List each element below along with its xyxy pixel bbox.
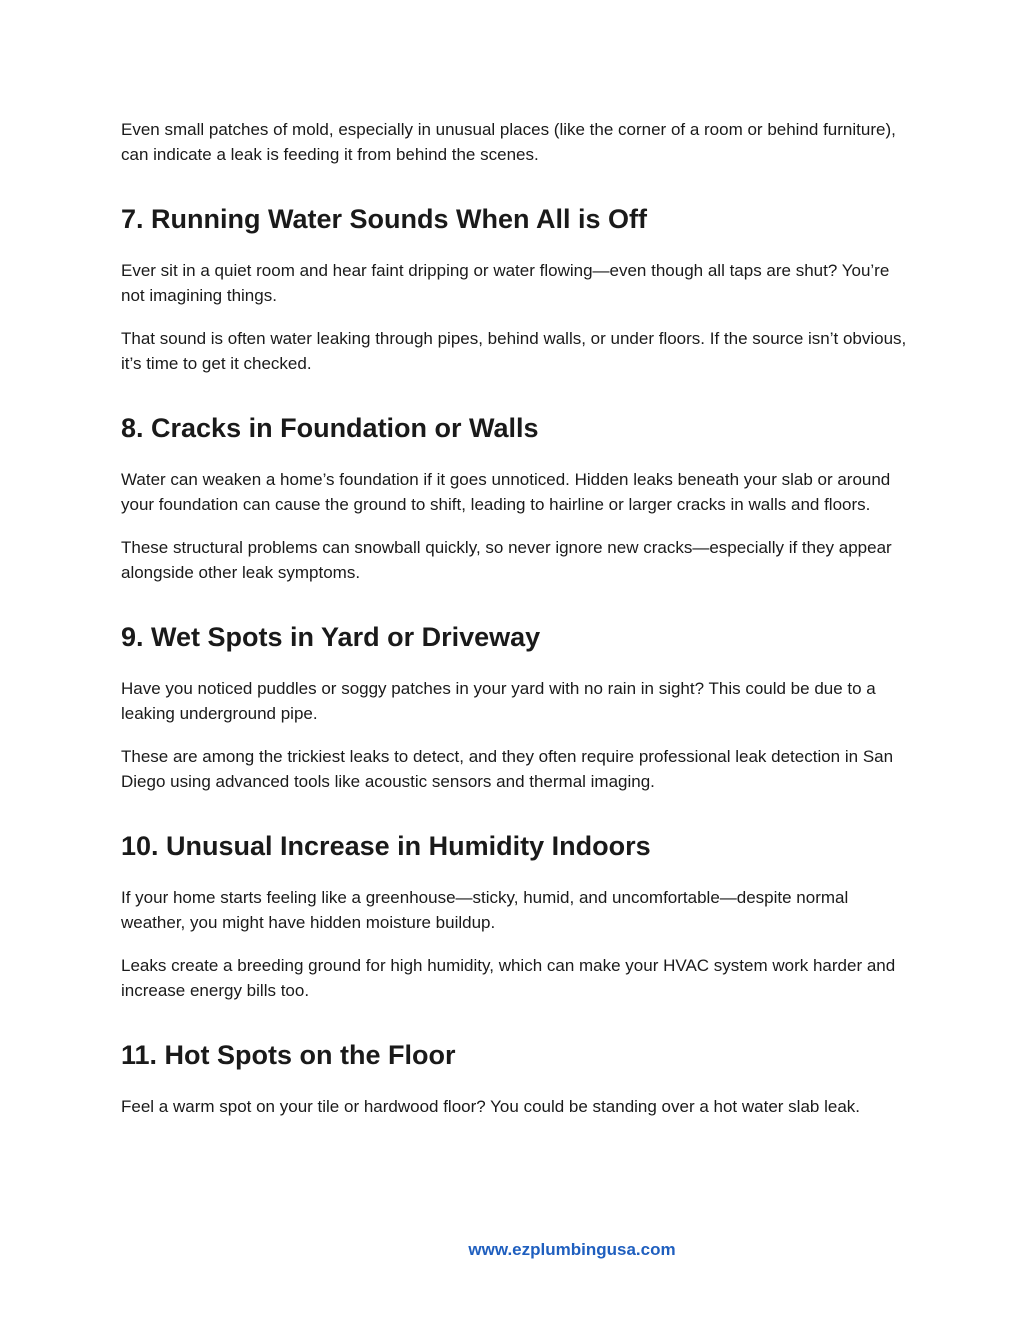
section-paragraph: That sound is often water leaking through pipes, behind walls, or under floors. If the source isn’t obvious, it’s time to get it checked.: [121, 329, 907, 373]
section-paragraph: Have you noticed puddles or soggy patches in your yard with no rain in sight? This could be due to a leaking underground pipe.: [121, 679, 876, 723]
section-paragraph: Ever sit in a quiet room and hear faint dripping or water flowing—even though all taps are shut? You’re not imagining things.: [121, 261, 890, 305]
section-paragraph: If your home starts feeling like a greenhouse—sticky, humid, and uncomfortable—despite normal weather, you might have hidden moisture buildup.: [121, 888, 849, 932]
section-paragraph: These are among the trickiest leaks to detect, and they often require professional leak detection in San Diego using advanced tools like acoustic sensors and thermal imaging.: [121, 747, 894, 791]
section-heading: 11. Hot Spots on the Floor: [121, 1040, 456, 1070]
footer-website-link[interactable]: www.ezplumbingusa.com: [468, 1240, 676, 1259]
section-paragraph: These structural problems can snowball quickly, so never ignore new cracks—especially if they appear alongside other leak symptoms.: [121, 538, 892, 582]
section-heading: 7. Running Water Sounds When All is Off: [121, 204, 647, 234]
section-paragraph: Leaks create a breeding ground for high humidity, which can make your HVAC system work harder and increase energy bills too.: [121, 956, 896, 1000]
section-heading: 8. Cracks in Foundation or Walls: [121, 413, 539, 443]
document-page: [121, 118, 911, 1120]
section-heading: 9. Wet Spots in Yard or Driveway: [121, 622, 541, 652]
section-humidity-indoors: [121, 829, 911, 1003]
section-running-water: [121, 202, 911, 376]
section-wet-spots-yard: [121, 620, 911, 794]
intro-paragraph: Even small patches of mold, especially in unusual places (like the corner of a room or behind furniture), can indicate a leak is feeding it from behind the scenes.: [121, 120, 896, 164]
section-heading: 10. Unusual Increase in Humidity Indoors: [121, 831, 651, 861]
section-hot-spots-floor: [121, 1038, 911, 1120]
section-paragraph: Feel a warm spot on your tile or hardwood floor? You could be standing over a hot water slab leak.: [121, 1097, 860, 1116]
section-cracks-foundation: [121, 411, 911, 585]
section-paragraph: Water can weaken a home’s foundation if it goes unnoticed. Hidden leaks beneath your slab or around your foundation can cause the ground to shift, leading to hairline or larger cracks in walls and floors.: [121, 470, 891, 514]
